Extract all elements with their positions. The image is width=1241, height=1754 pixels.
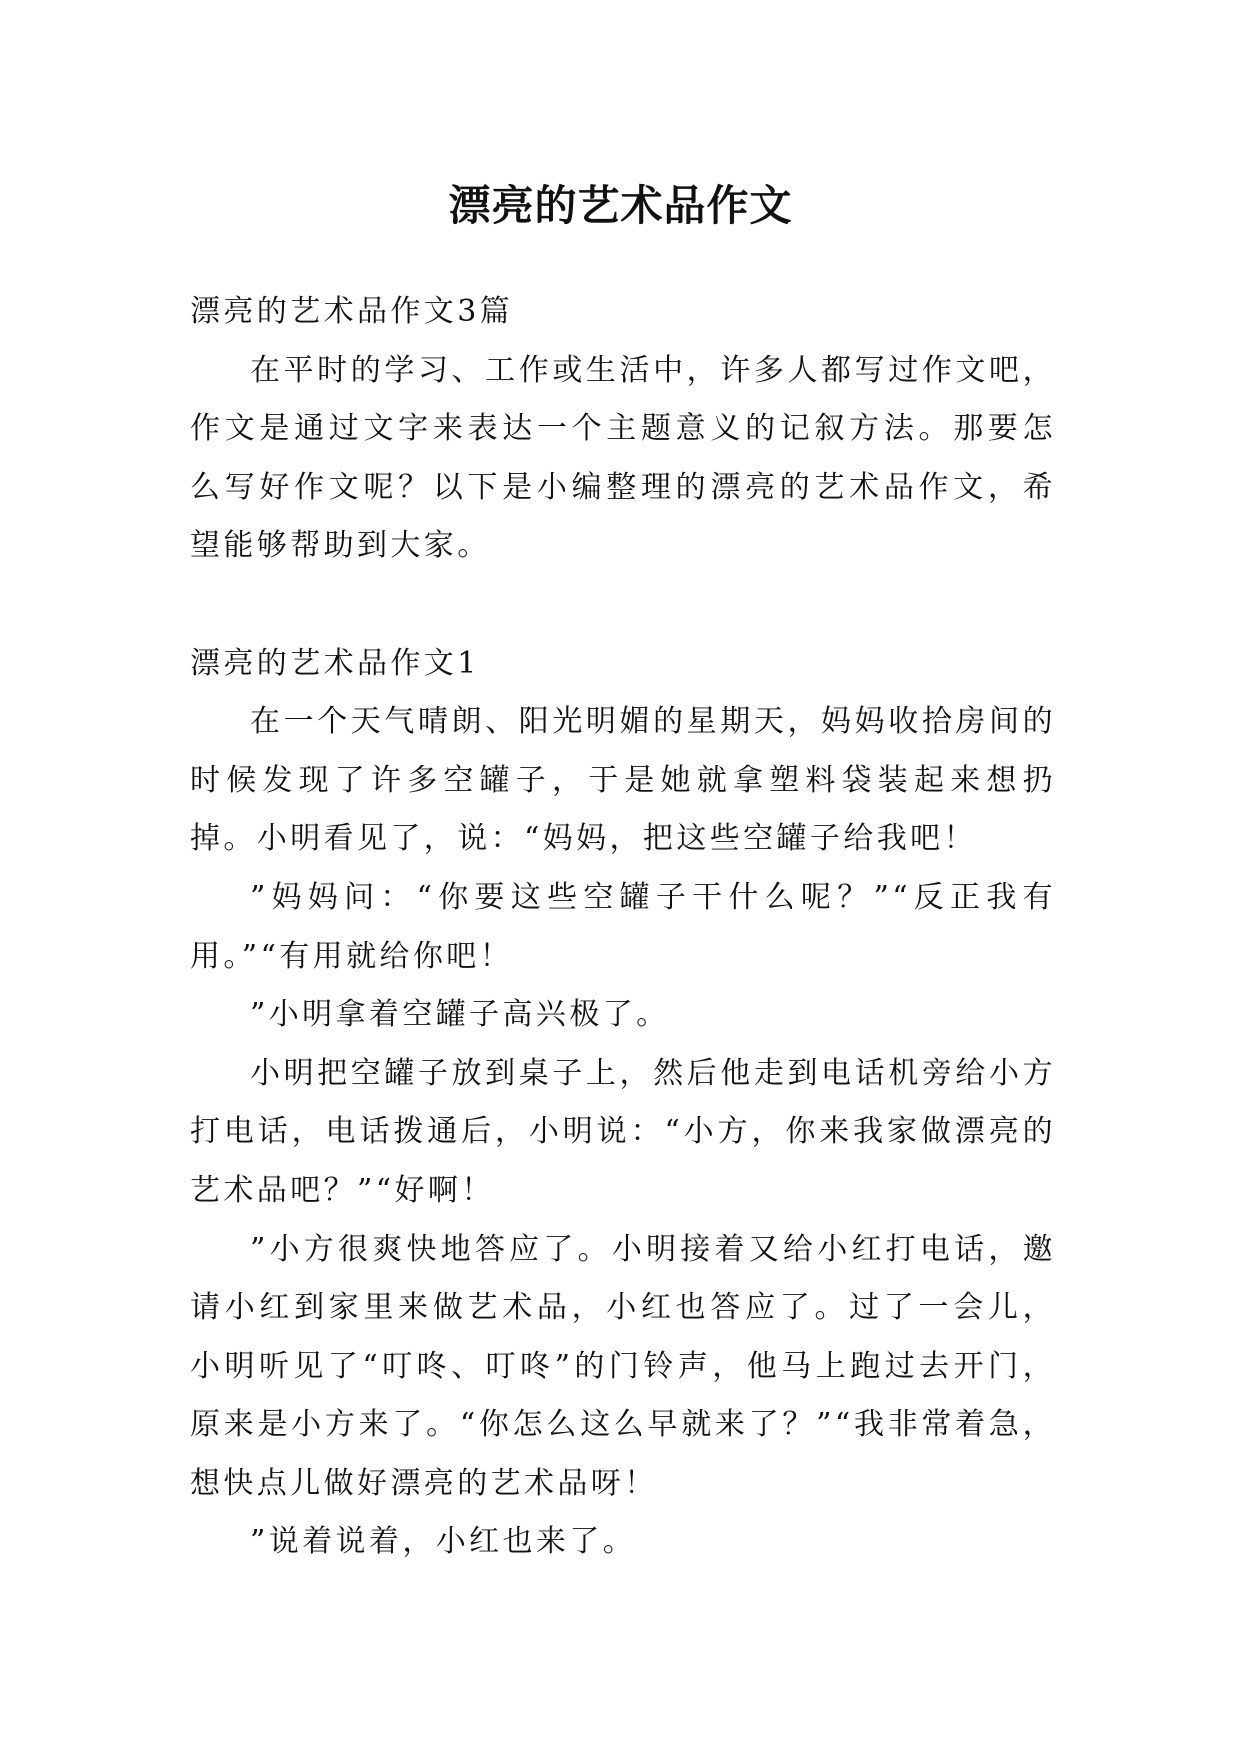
document-body: [190, 283, 1056, 1572]
story-paragraph: ”说着说着，小红也来了。: [250, 1524, 637, 1560]
story-paragraph: ”妈妈问：“你要这些空罐子干什么呢？”“反正我有用。”“有用就给你吧！: [190, 879, 1056, 974]
story-paragraph: ”小明拿着空罐子高兴极了。: [250, 997, 670, 1033]
intro-paragraph: 在平时的学习、工作或生活中，许多人都写过作文吧，作文是通过文字来表达一个主题意义的记叙方法。那要怎么写好作文呢？以下是小编整理的漂亮的艺术品作文，希望能够帮助到大家。: [190, 352, 1056, 564]
story-paragraph: ”小方很爽快地答应了。小明接着又给小红打电话，邀请小红到家里来做艺术品，小红也答应了。过了一会儿，小明听见了“叮咚、叮咚”的门铃声，他马上跑过去开门，原来是小方来了。“你怎么这么早就来了？”“我非常着急，想快点儿做好漂亮的艺术品呀！: [190, 1231, 1056, 1501]
story-paragraph: 小明把空罐子放到桌子上，然后他走到电话机旁给小方打电话，电话拨通后，小明说：“小方，你来我家做漂亮的艺术品吧？”“好啊！: [190, 1055, 1056, 1208]
document-title: 漂亮的艺术品作文: [448, 181, 793, 231]
document-subtitle: 漂亮的艺术品作文3篇: [190, 294, 514, 329]
section-heading: 漂亮的艺术品作文1: [190, 645, 480, 681]
story-paragraph: 在一个天气晴朗、阳光明媚的星期天，妈妈收拾房间的时候发现了许多空罐子，于是她就拿塑料袋装起来想扔掉。小明看见了，说：“妈妈，把这些空罐子给我吧！: [190, 704, 1056, 857]
